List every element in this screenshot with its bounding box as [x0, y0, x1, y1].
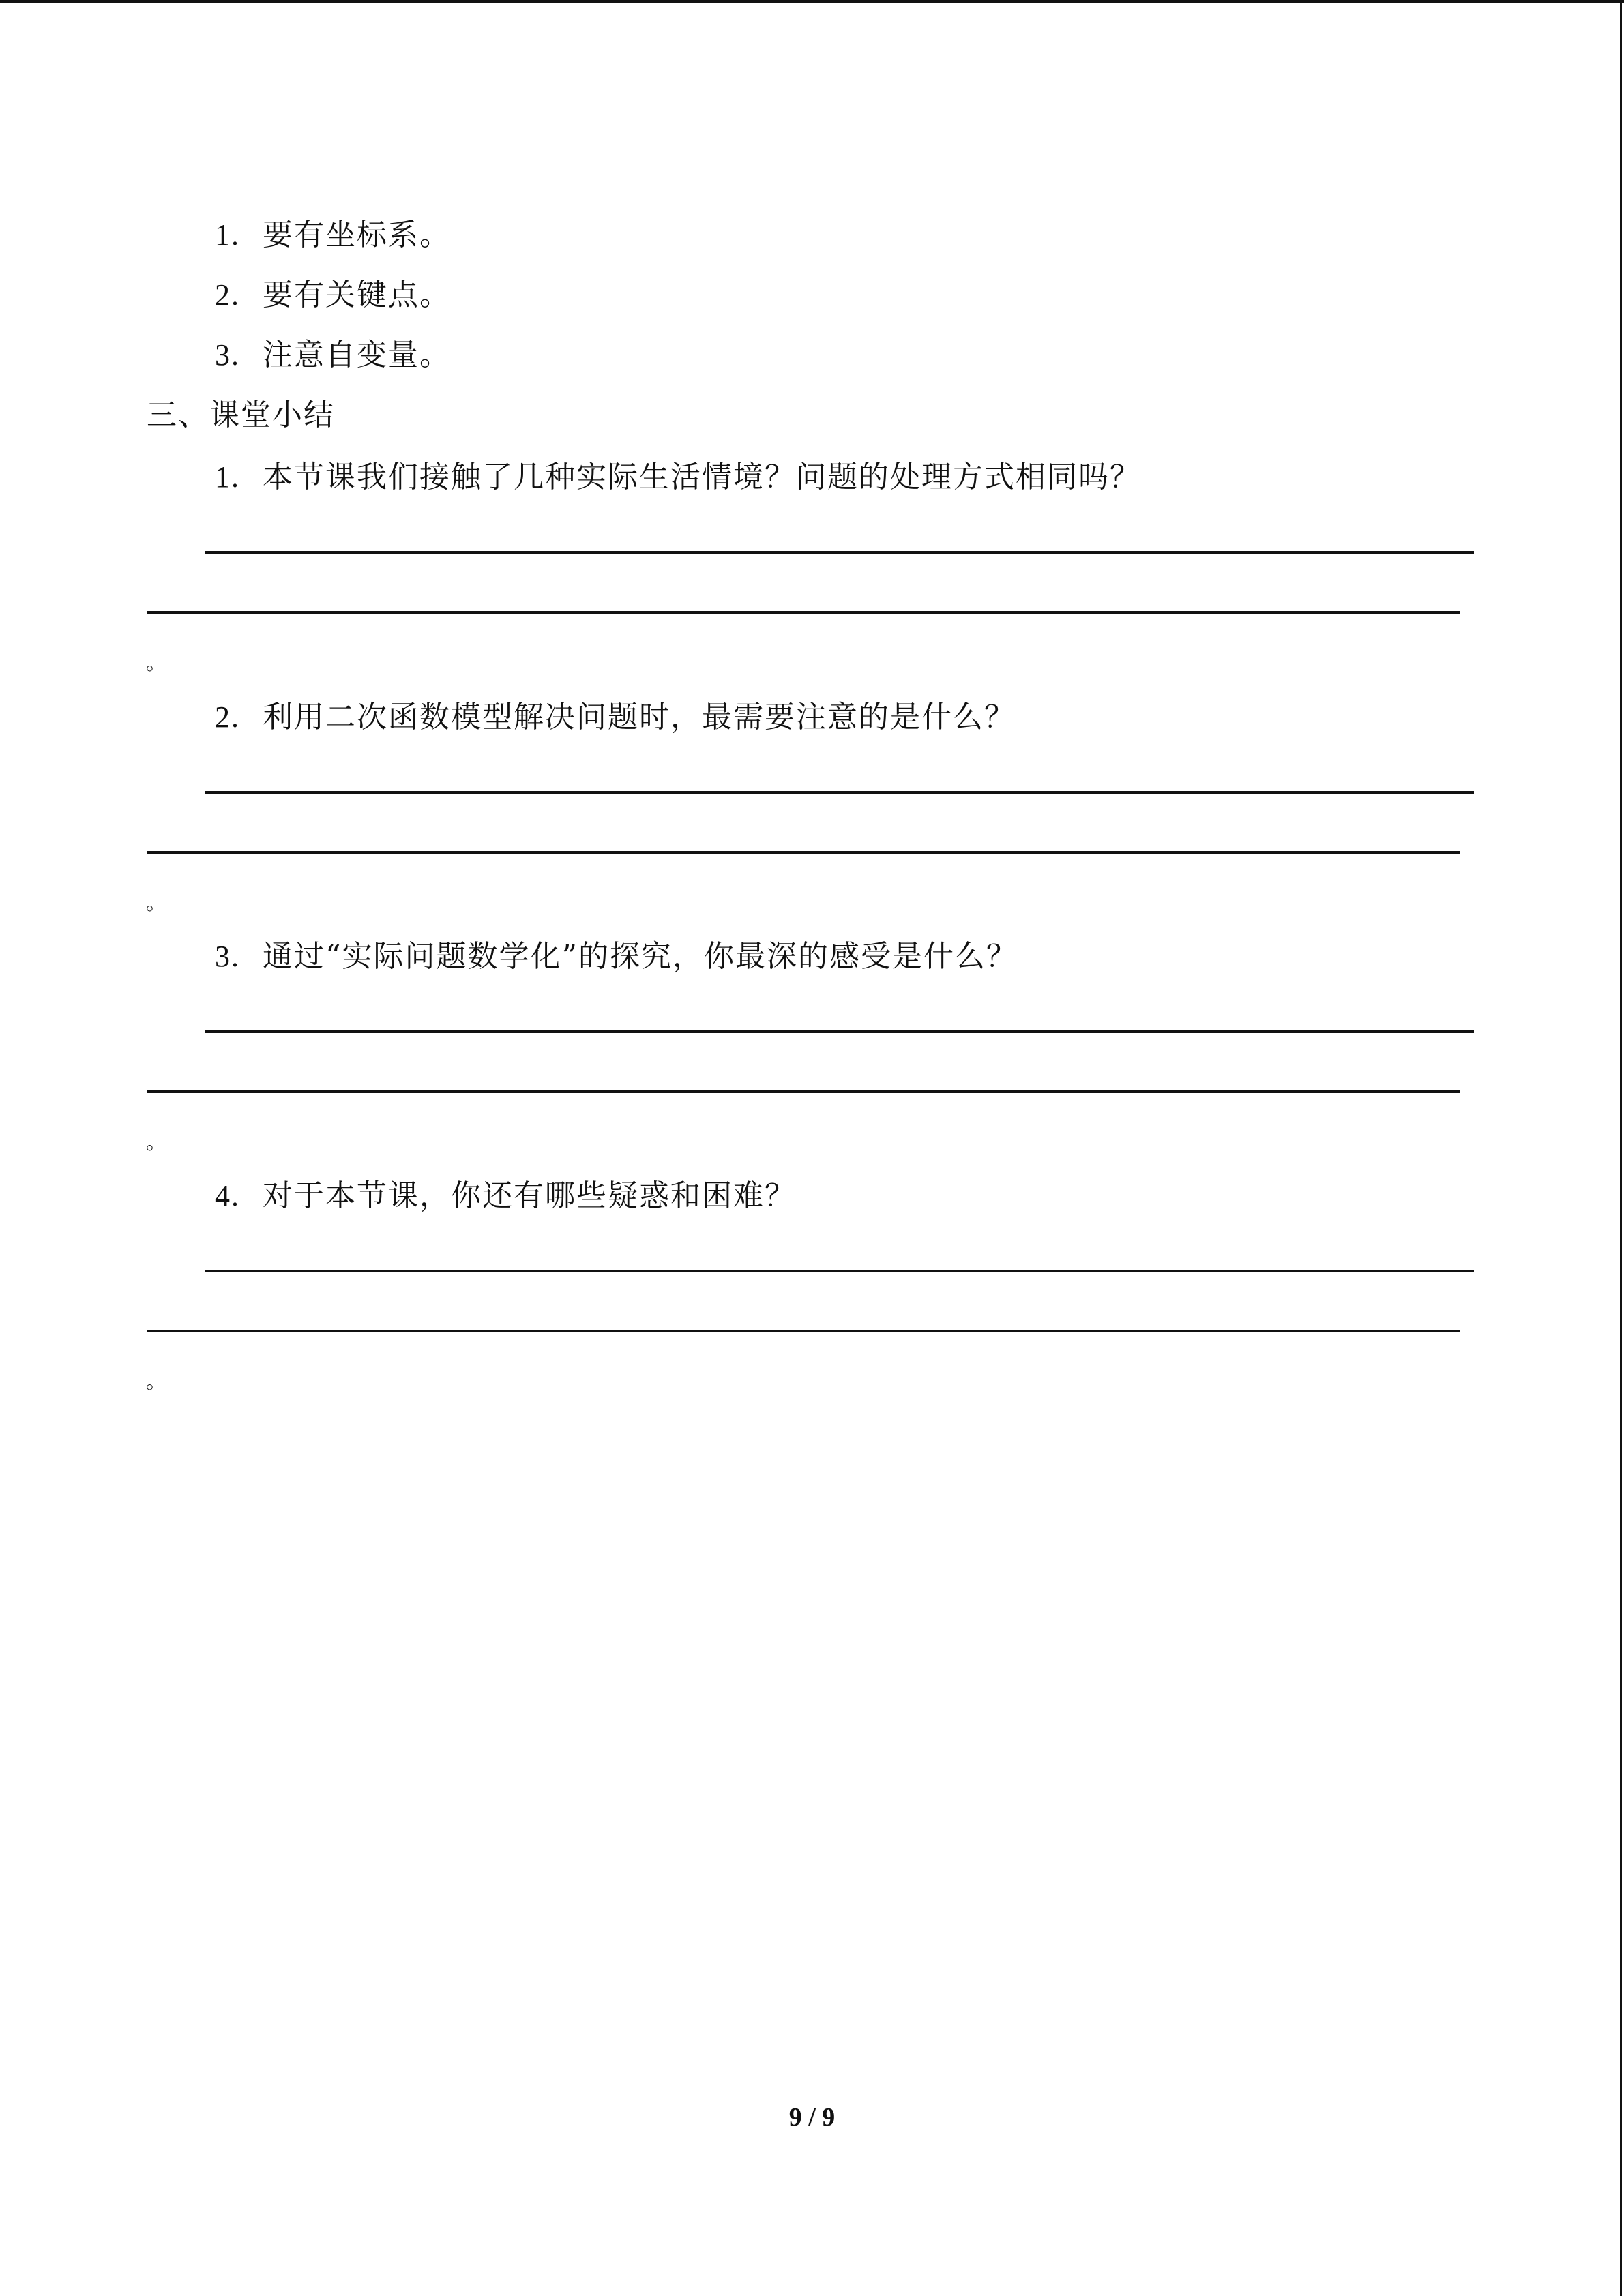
- answer-line[interactable]: [147, 1330, 1460, 1332]
- question-item: [215, 697, 1016, 738]
- point-number: 1.: [215, 218, 240, 252]
- question-text: 对于本节课，你还有哪些疑惑和困难？: [263, 1178, 796, 1213]
- point-text: 要有坐标系。: [263, 218, 451, 252]
- point-number: 2.: [215, 278, 240, 312]
- answer-line[interactable]: [205, 1270, 1474, 1272]
- end-mark: 。: [146, 891, 166, 915]
- question-item: [215, 936, 1018, 977]
- question-number: 3.: [215, 940, 240, 973]
- question-item: [215, 457, 1141, 498]
- question-text: 通过“实际问题数学化”的探究，你最深的感受是什么？: [263, 939, 1018, 974]
- point-item: [215, 215, 451, 256]
- question-number: 1.: [215, 460, 240, 494]
- question-text: 利用二次函数模型解决问题时，最需要注意的是什么？: [263, 700, 1016, 734]
- page-right-border: [1620, 0, 1622, 2296]
- question-number: 4.: [215, 1179, 240, 1212]
- end-mark: 。: [146, 1131, 166, 1154]
- end-mark: 。: [146, 1370, 166, 1394]
- point-item: [215, 335, 451, 376]
- point-number: 3.: [215, 338, 240, 372]
- page-top-border: [0, 0, 1624, 3]
- answer-line[interactable]: [147, 1090, 1460, 1093]
- answer-line[interactable]: [205, 551, 1474, 554]
- point-text: 注意自变量。: [263, 338, 451, 372]
- point-item: [215, 275, 451, 316]
- answer-line[interactable]: [205, 791, 1474, 794]
- page-number: 9 / 9: [788, 2103, 836, 2132]
- question-number: 2.: [215, 700, 240, 734]
- answer-line[interactable]: [147, 851, 1460, 854]
- end-mark: 。: [146, 651, 166, 675]
- question-text: 本节课我们接触了几种实际生活情境？问题的处理方式相同吗？: [263, 460, 1141, 494]
- answer-line[interactable]: [147, 611, 1460, 614]
- question-item: [215, 1176, 796, 1217]
- section-heading: 三、课堂小结: [147, 398, 335, 432]
- point-text: 要有关键点。: [263, 278, 451, 312]
- answer-line[interactable]: [205, 1030, 1474, 1033]
